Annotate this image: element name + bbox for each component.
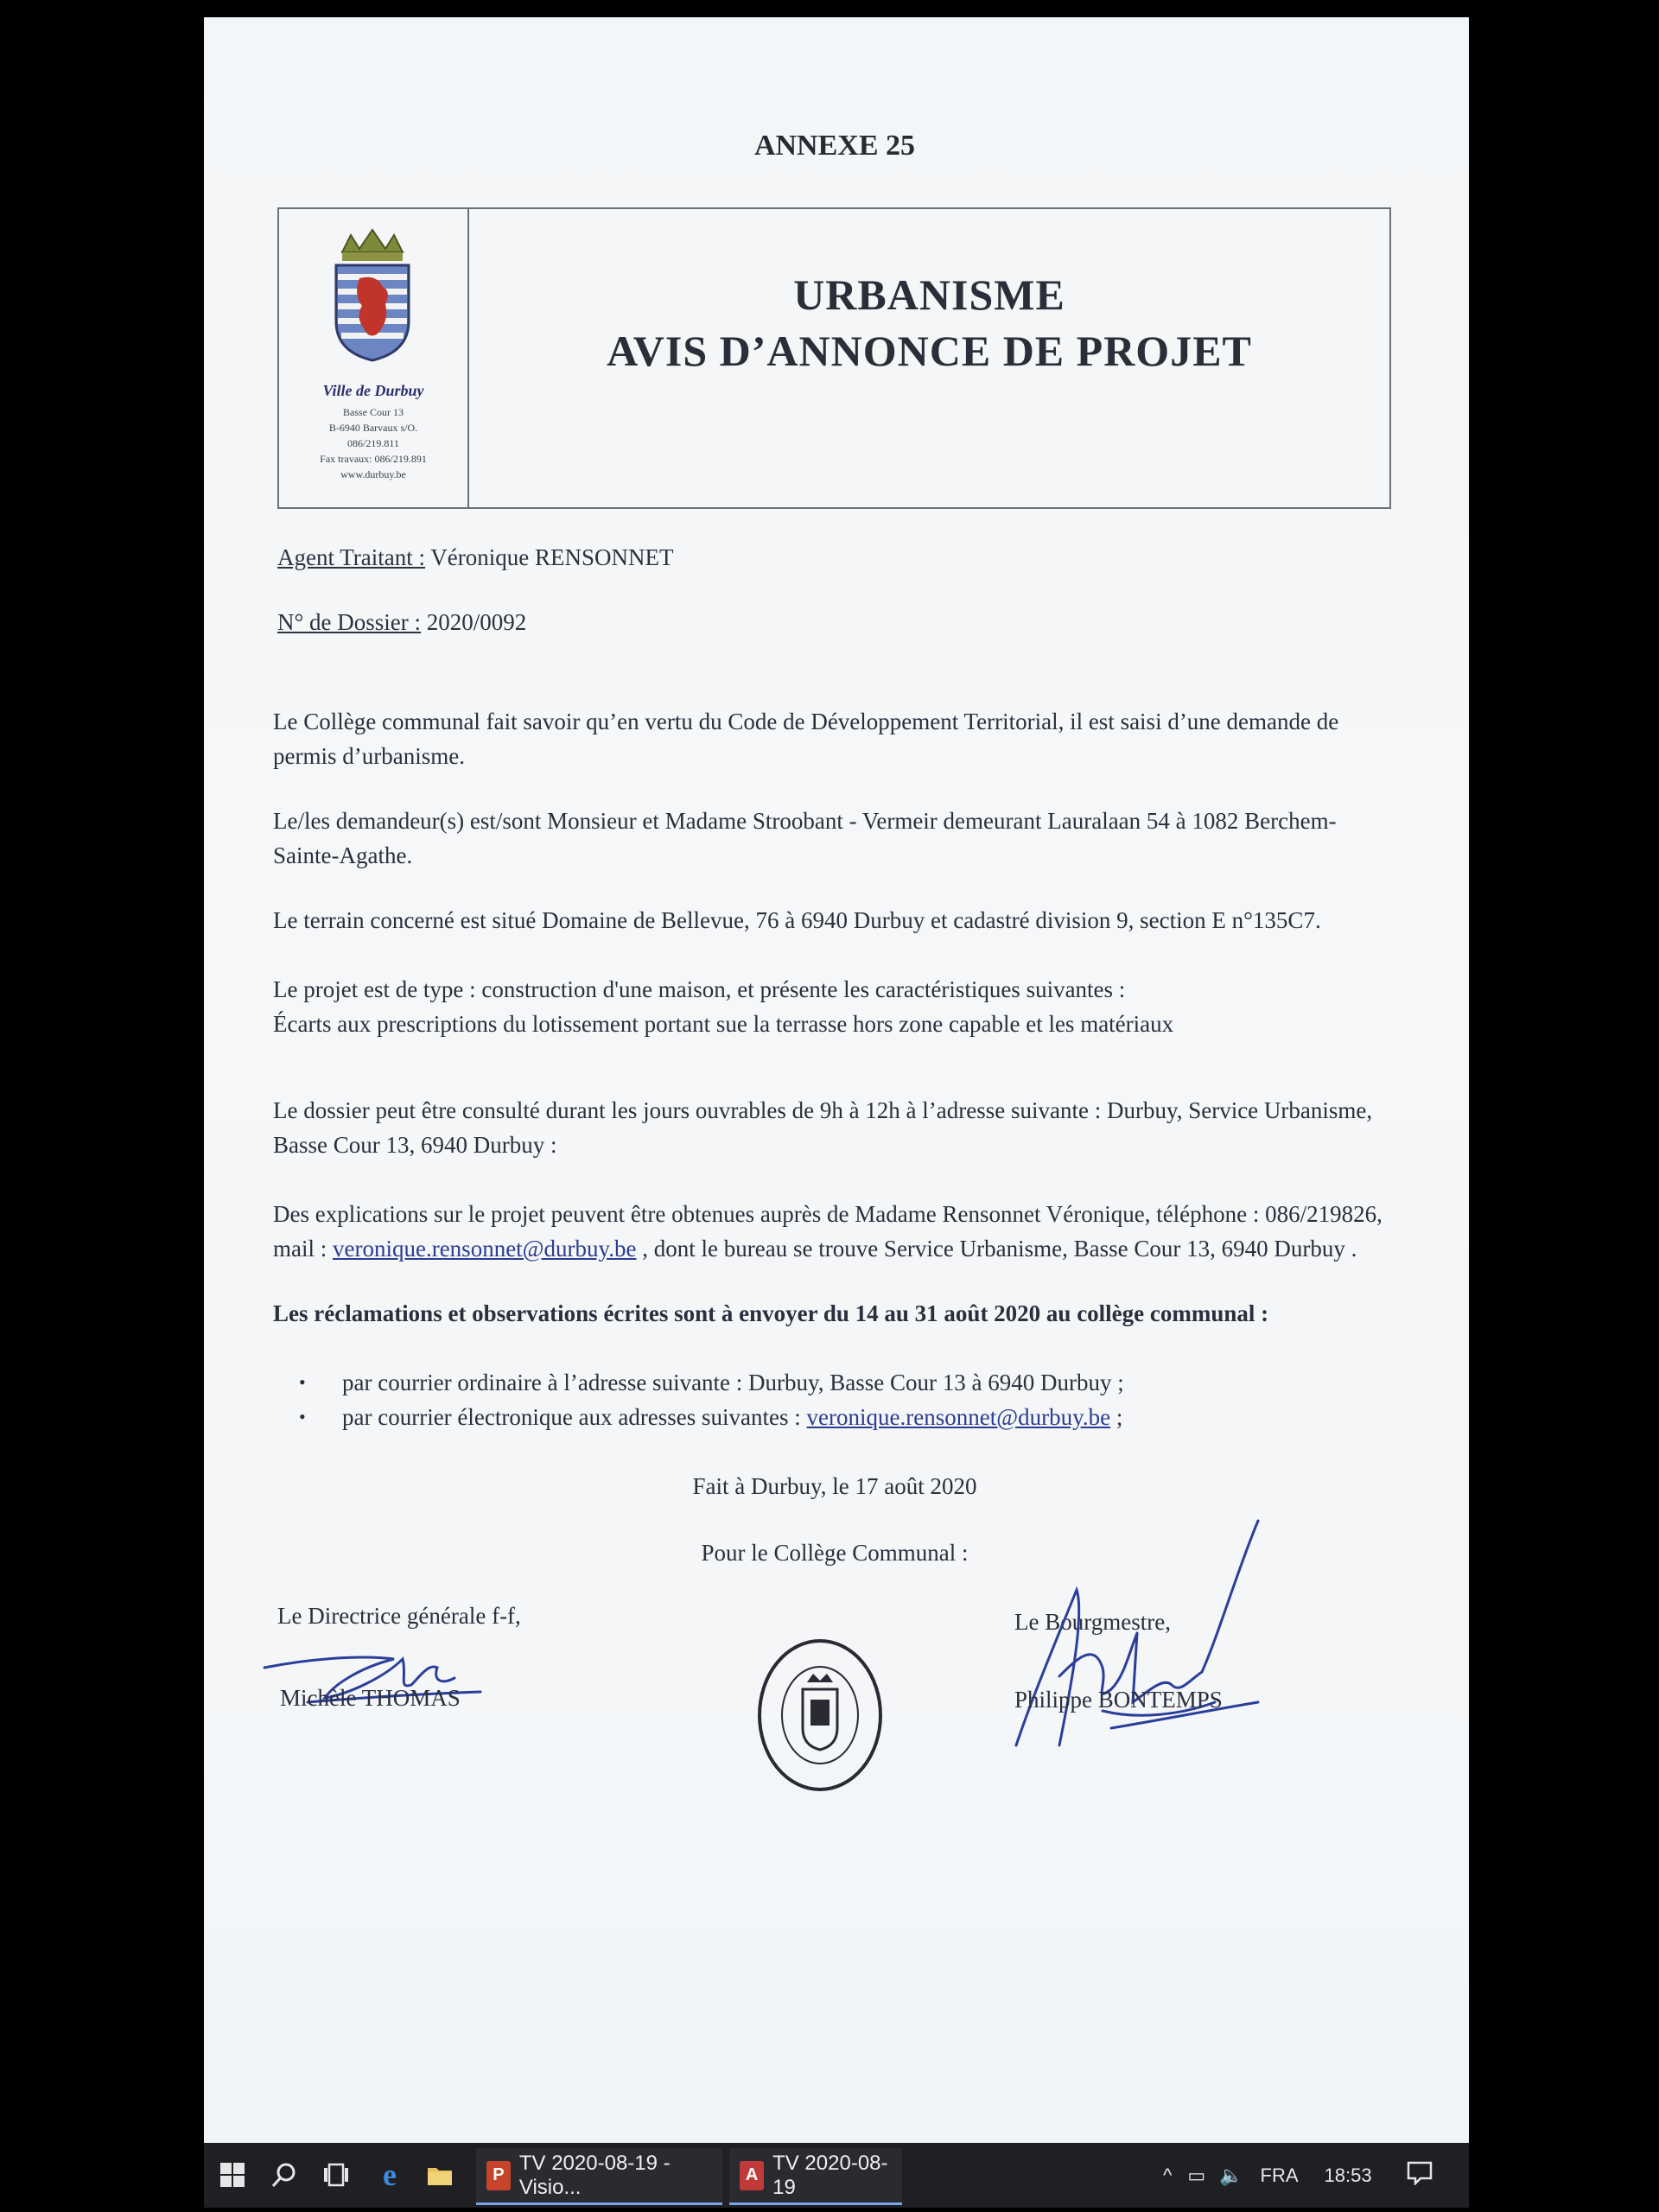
volume-icon[interactable]: 🔈 [1219,2164,1243,2186]
agent-line [277,544,673,571]
agent-value: Véronique RENSONNET [425,544,674,570]
windows-taskbar [204,2143,1469,2208]
right-signatory-name: Philippe BONTEMPS [1014,1687,1223,1713]
project-deviation-line: Écarts aux prescriptions du lotissement portant sue la terrasse hors zone capable et les matériaux [273,1011,1174,1037]
contact-text: Des explications sur le projet peuvent être obtenues auprès de Madame Rensonnet Véronique, téléphone : 086/219826, mail : [273,1201,1382,1262]
dossier-label: N° de Dossier : [277,609,422,635]
bullet-text: par courrier ordinaire à l’adresse suivante : Durbuy, Basse Cour 13 à 6940 Durbuy ; [342,1370,1124,1395]
reclamations-heading: Les réclamations et observations écrites sont à envoyer du 14 au 31 août 2020 au collège communal : [273,1300,1269,1326]
contact-email-link[interactable]: veronique.rensonnet@durbuy.be [333,1236,637,1262]
address-line: Basse Cour 13 [343,406,404,418]
search-icon[interactable] [264,2155,304,2195]
address-line: 086/219.811 [347,437,399,449]
address-line: www.durbuy.be [340,468,406,480]
coat-of-arms-icon [329,226,416,365]
task-label: TV 2020-08-19 - Visio... [518,2151,671,2199]
notification-icon[interactable] [1407,2161,1433,2190]
clock[interactable]: 18:53 [1324,2164,1372,2186]
dossier-line [277,609,526,636]
bullet-text: par courrier électronique aux adresses suivantes : [342,1404,807,1430]
paragraph-consultation: Le dossier peut être consulté durant les jours ouvrables de 9h à 12h à l’adresse suivante : Durbuy, Service Urbanisme, Basse Cour 13, 6940 Durbuy : [273,1097,1373,1158]
annexe-heading: ANNEXE 25 [753,130,916,162]
file-explorer-icon[interactable] [420,2155,460,2195]
bullet-text-end: ; [1110,1404,1123,1430]
left-signatory-title: Le Directrice générale f-f, [277,1603,521,1629]
address-line: Fax travaux: 086/219.891 [320,453,427,465]
pdf-icon: A [740,2161,764,2190]
powerpoint-icon: P [486,2161,511,2190]
title-block [469,209,1389,507]
title-line-2: AVIS D’ANNONCE DE PROJET [607,327,1252,375]
right-signatory-title: Le Bourgmestre, [1014,1609,1171,1635]
submission-methods-list [299,1365,1336,1434]
municipal-seal-icon [755,1637,885,1793]
monitor-screen [204,17,1469,2208]
email-link[interactable]: veronique.rensonnet@durbuy.be [806,1404,1111,1430]
paragraph-project [273,972,1388,1041]
list-item [299,1400,1336,1434]
left-signatory-name: Michèle THOMAS [280,1685,461,1711]
right-signature-icon [1007,1503,1284,1780]
municipal-logo-block [279,209,469,507]
language-indicator[interactable]: FRA [1260,2164,1299,2186]
project-type-line: Le projet est de type : construction d'une maison, et présente les caractéristiques suivantes : [273,976,1126,1002]
paragraph-applicants: Le/les demandeur(s) est/sont Monsieur et Madame Stroobant - Vermeir demeurant Lauralaan 54 à 1082 Berchem-Sainte-Agathe. [273,808,1337,868]
dossier-value: 2020/0092 [421,609,527,635]
chevron-up-icon[interactable]: ^ [1163,2164,1173,2186]
edge-icon[interactable]: e [383,2158,397,2192]
document-viewport[interactable] [204,17,1469,2143]
address-line: B-6940 Barvaux s/O. [328,422,418,434]
agent-label: Agent Traitant : [277,544,426,570]
document-page [230,60,1440,2048]
title-line-1: URBANISME [793,270,1065,319]
system-tray [1163,2143,1433,2208]
paragraph-terrain: Le terrain concerné est situé Domaine de Bellevue, 76 à 6940 Durbuy et cadastré division 9, section E n°135C7. [273,907,1321,933]
taskbar-item-presentation[interactable] [476,2148,722,2205]
list-item [299,1365,1336,1400]
college-line: Pour le Collège Communal : [701,1540,969,1566]
paragraph-contact [273,1197,1388,1266]
task-label: TV 2020-08-19 [772,2151,888,2199]
taskbar-item-pdf[interactable] [729,2148,902,2205]
paragraph-intro: Le Collège communal fait savoir qu’en vertu du Code de Développement Territorial, il est saisi d’une demande de permis d’urbanisme. [273,709,1339,769]
ville-label: Ville de Durbuy [322,382,424,399]
place-date: Fait à Durbuy, le 17 août 2020 [692,1473,977,1499]
battery-icon[interactable]: ▭ [1187,2164,1206,2186]
task-view-icon[interactable] [316,2155,356,2195]
header-box [277,207,1391,509]
contact-text-end: , dont le bureau se trouve Service Urbanisme, Basse Cour 13, 6940 Durbuy . [636,1236,1357,1262]
windows-start-icon[interactable] [213,2155,252,2195]
